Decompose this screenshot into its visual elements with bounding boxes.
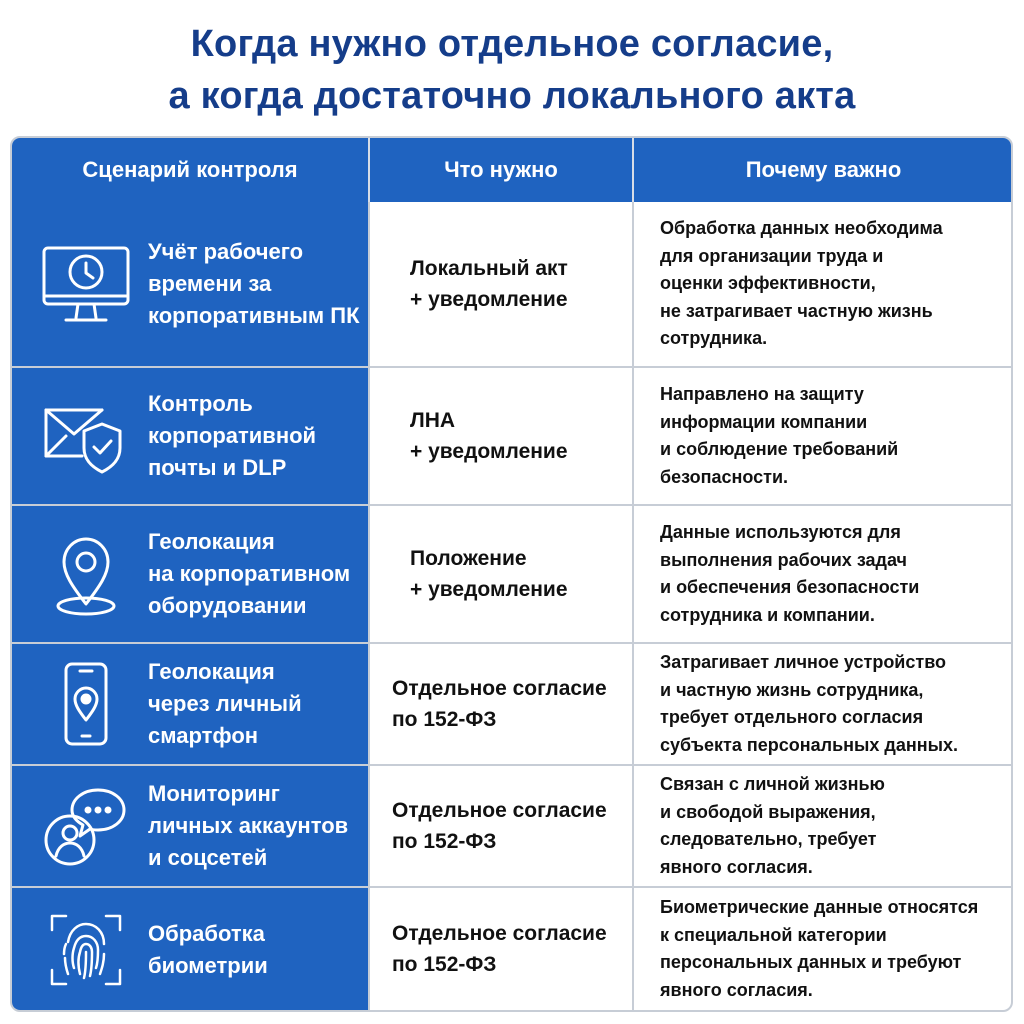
need-text: Отдельное согласие по 152-ФЗ bbox=[392, 677, 607, 731]
scenario-label: Мониторинг личных аккаунтов и соцсетей bbox=[148, 781, 349, 870]
need-cell bbox=[370, 506, 632, 642]
smartphone-location-icon bbox=[38, 656, 134, 752]
scenario-label: Контроль корпоративной почты и DLP bbox=[148, 391, 317, 480]
table-row bbox=[12, 368, 1011, 504]
monitor-clock-icon bbox=[38, 236, 134, 332]
page-title bbox=[0, 18, 1024, 122]
why-cell bbox=[634, 202, 1013, 366]
scenario-label: Геолокация на корпоративном оборудовании bbox=[148, 529, 351, 618]
table-row bbox=[12, 644, 1011, 764]
scenario-cell bbox=[12, 766, 368, 886]
location-pin-icon bbox=[38, 526, 134, 622]
title-line-1: Когда нужно отдельное согласие, bbox=[190, 23, 834, 65]
fingerprint-scan-icon bbox=[38, 902, 134, 998]
need-cell bbox=[370, 368, 632, 504]
why-text: Данные используются для выполнения рабочих задач и обеспечения безопасности сотрудника и компании. bbox=[660, 522, 920, 625]
header-scenario: Сценарий контроля bbox=[82, 157, 298, 182]
why-cell bbox=[634, 644, 1013, 764]
need-cell bbox=[370, 888, 632, 1010]
scenario-cell bbox=[12, 368, 368, 504]
why-cell bbox=[634, 766, 1013, 886]
need-text: ЛНА + уведомление bbox=[410, 409, 568, 463]
scenario-cell bbox=[12, 506, 368, 642]
need-text: Отдельное согласие по 152-ФЗ bbox=[392, 799, 607, 853]
mail-shield-icon bbox=[38, 388, 134, 484]
why-cell bbox=[634, 506, 1013, 642]
why-text: Затрагивает личное устройство и частную жизнь сотрудника, требует отдельного согласия субъекта персональных данных. bbox=[660, 652, 958, 755]
scenario-label: Обработка биометрии bbox=[148, 921, 268, 978]
need-text: Локальный акт + уведомление bbox=[410, 257, 568, 311]
need-text: Отдельное согласие по 152-ФЗ bbox=[392, 922, 607, 976]
table-row bbox=[12, 506, 1011, 642]
why-cell bbox=[634, 368, 1013, 504]
header-need: Что нужно bbox=[444, 157, 558, 182]
comparison-table bbox=[10, 136, 1013, 1012]
scenario-cell bbox=[12, 202, 368, 366]
scenario-label: Геолокация через личный смартфон bbox=[148, 659, 302, 748]
need-cell bbox=[370, 766, 632, 886]
scenario-cell bbox=[12, 888, 368, 1010]
header-why: Почему важно bbox=[745, 157, 902, 182]
table-row bbox=[12, 766, 1011, 886]
why-text: Обработка данных необходима для организации труда и оценки эффективности, не затрагивает частную жизнь сотрудника. bbox=[660, 218, 943, 349]
user-chat-icon bbox=[38, 778, 134, 874]
need-cell bbox=[370, 202, 632, 366]
need-text: Положение + уведомление bbox=[410, 547, 568, 601]
table-row bbox=[12, 202, 1011, 366]
table-header bbox=[12, 138, 1011, 202]
scenario-cell bbox=[12, 644, 368, 764]
why-text: Биометрические данные относятся к специальной категории персональных данных и требуют явного согласия. bbox=[660, 897, 979, 1000]
why-text: Направлено на защиту информации компании и соблюдение требований безопасности. bbox=[660, 384, 899, 487]
title-line-2: а когда достаточно локального акта bbox=[168, 75, 856, 117]
why-cell bbox=[634, 888, 1013, 1010]
scenario-label: Учёт рабочего времени за корпоративным ПК bbox=[148, 239, 360, 328]
table-row bbox=[12, 888, 1011, 1010]
need-cell bbox=[370, 644, 632, 764]
why-text: Связан с личной жизнью и свободой выражения, следовательно, требует явного согласия. bbox=[660, 774, 885, 877]
